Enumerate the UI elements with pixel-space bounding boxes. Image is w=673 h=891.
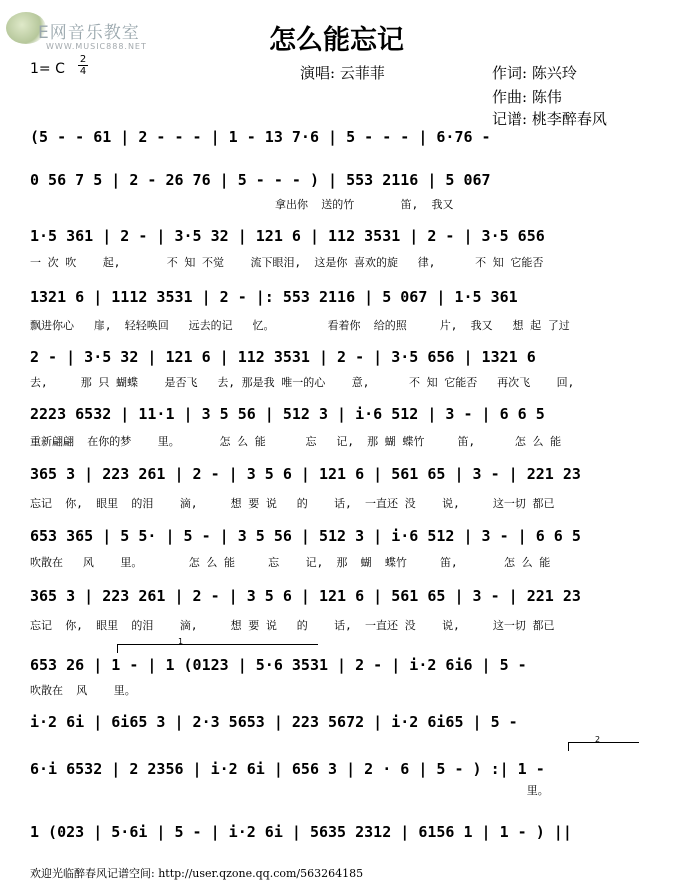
notes-line: 1·5 361 | 2 - | 3·5 32 | 121 6 | 112 3531 | 2 - | 3·5 656: [30, 227, 545, 245]
lyric-line: 去, 那 只 蝴蝶 是否飞 去, 那是我 唯一的心 意, 不 知 它能否 再次飞 回,: [30, 376, 575, 389]
lyric-line: 拿出你 送的竹 笛, 我又: [30, 198, 454, 211]
notes-line: (5 - - 61 | 2 - - - | 1 - 13 7·6 | 5 - - - | 6·76 -: [30, 128, 491, 146]
lyric-line: 吹散在 风 里。: [30, 684, 136, 697]
notes-line: 6·i 6532 | 2 2356 | i·2 6i | 656 3 | 2 · 6 | 5 - ) :| 1 -: [30, 760, 545, 778]
time-signature: [78, 54, 88, 77]
notes-line: i·2 6i | 6i65 3 | 2·3 5653 | 223 5672 | i·2 6i65 | 5 -: [30, 713, 518, 731]
notes-line: 2223 6532 | 11·1 | 3 5 56 | 512 3 | i·6 512 | 3 - | 6 6 5: [30, 405, 545, 423]
lyric-line: 吹散在 风 里。 怎 么 能 忘 记, 那 蝴 蝶竹 笛, 怎 么 能: [30, 556, 551, 569]
notes-line: 365 3 | 223 261 | 2 - | 3 5 6 | 121 6 | 561 65 | 3 - | 221 23: [30, 587, 581, 605]
notes-line: 2 - | 3·5 32 | 121 6 | 112 3531 | 2 - | 3·5 656 | 1321 6: [30, 348, 536, 366]
lyric-line: 重新翩翩 在你的梦 里。 怎 么 能 忘 记, 那 蝴 蝶竹 笛, 怎 么 能: [30, 435, 562, 448]
lyric-line: 飘进你心 扉, 轻轻唤回 远去的记 忆。 看着你 给的照 片, 我又 想 起 了过: [30, 319, 570, 332]
notes-line: 653 365 | 5 5· | 5 - | 3 5 56 | 512 3 | i·6 512 | 3 - | 6 6 5: [30, 527, 581, 545]
lyric-line: 忘记 你, 眼里 的泪 滴, 想 要 说 的 话, 一直还 没 说, 这一切 都已: [30, 497, 555, 510]
key-signature: 1= C: [30, 61, 65, 77]
lyric-line: 里。: [30, 784, 549, 797]
notes-line: 1 (023 | 5·6i | 5 - | i·2 6i | 5635 2312 | 6156 1 | 1 - ) ||: [30, 823, 572, 841]
volta-second-number: 2: [595, 735, 601, 744]
notes-line: 1321 6 | 1112 3531 | 2 - |: 553 2116 | 5 067 | 1·5 361: [30, 288, 518, 306]
footer-text: 欢迎光临醉春风记谱空间: http://user.qzone.qq.com/563264185: [30, 867, 364, 880]
credit-transcriber: 记谱: 桃李醉春风: [492, 110, 607, 128]
logo-brand-text: E网音乐教室: [38, 23, 140, 43]
credit-singer: 演唱: 云菲菲: [300, 64, 385, 82]
notes-line: 0 56 7 5 | 2 - 26 76 | 5 - - - ) | 553 2116 | 5 067: [30, 171, 491, 189]
meter-numerator: 2: [79, 54, 87, 65]
volta-second-ending: [568, 735, 639, 751]
volta-first-ending: [117, 637, 318, 653]
volta-first-number: 1: [178, 637, 184, 646]
lyric-line: 一 次 吹 起, 不 知 不觉 流下眼泪, 这是你 喜欢的旋 律, 不 知 它能否: [30, 256, 544, 269]
notes-line: 365 3 | 223 261 | 2 - | 3 5 6 | 121 6 | 561 65 | 3 - | 221 23: [30, 465, 581, 483]
song-title: 怎么能忘记: [269, 25, 404, 56]
credit-composer: 作曲: 陈伟: [492, 88, 562, 106]
meter-denominator: 4: [79, 66, 87, 77]
logo-url-text: WWW.MUSIC888.NET: [46, 42, 147, 51]
credit-lyricist: 作词: 陈兴玲: [492, 64, 577, 82]
lyric-line: 忘记 你, 眼里 的泪 滴, 想 要 说 的 话, 一直还 没 说, 这一切 都已: [30, 619, 555, 632]
notes-line: 653 26 | 1 - | 1 (0123 | 5·6 3531 | 2 - | i·2 6i6 | 5 -: [30, 656, 527, 674]
